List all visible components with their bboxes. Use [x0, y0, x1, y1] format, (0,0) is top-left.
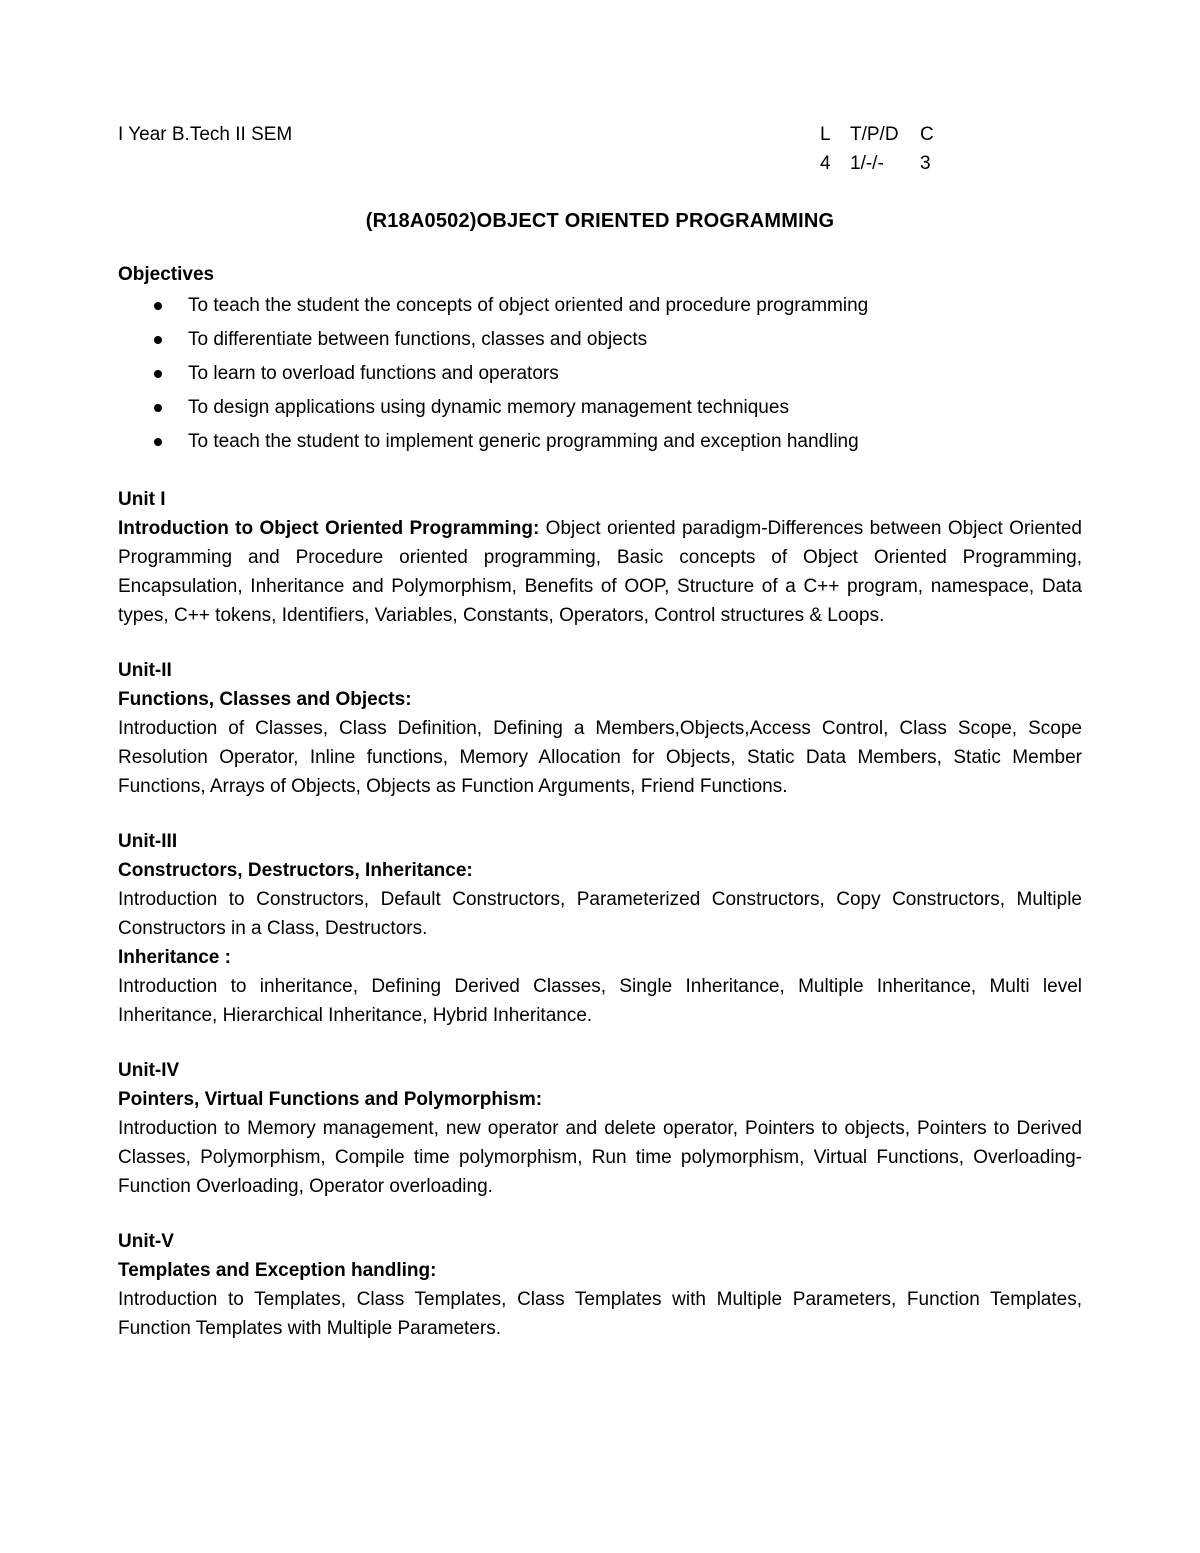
objective-text: To learn to overload functions and operators [188, 363, 559, 384]
unit-5-label: Unit-V [118, 1231, 174, 1252]
course-title: (R18A0502)OBJECT ORIENTED PROGRAMMING [365, 210, 835, 232]
credits-label: C [920, 124, 934, 145]
unit-4-topic: Pointers, Virtual Functions and Polymorphism: [118, 1089, 543, 1110]
objective-item [118, 357, 1082, 391]
unit-2-label: Unit-II [118, 660, 172, 681]
unit-4-label: Unit-IV [118, 1060, 180, 1081]
unit-1-label: Unit I [118, 489, 166, 510]
objective-text: To teach the student to implement generic programming and exception handling [188, 431, 859, 452]
unit-1-topic: Introduction to Object Oriented Programming: [118, 518, 540, 539]
objective-item [118, 391, 1082, 425]
unit-5-topic: Templates and Exception handling: [118, 1260, 437, 1281]
unit-3-subtext: Introduction to inheritance, Defining Derived Classes, Single Inheritance, Multiple Inheritance, Multi level Inheritance, Hierarchical Inheritance, Hybrid Inheritance. [118, 976, 1082, 1026]
lecture-value: 4 [820, 153, 831, 174]
tutorial-practical-value: 1/-/- [850, 153, 884, 174]
bullet-icon [154, 404, 162, 412]
objective-item [118, 289, 1082, 323]
credits-labels-row [820, 120, 960, 149]
unit-1-section [118, 485, 1082, 630]
bullet-icon [154, 438, 162, 446]
bullet-icon [154, 370, 162, 378]
unit-3-topic: Constructors, Destructors, Inheritance: [118, 860, 473, 881]
header-row [118, 116, 1082, 174]
syllabus-page [118, 116, 1082, 1343]
unit-3-text: Introduction to Constructors, Default Constructors, Parameterized Constructors, Copy Constructors, Multiple Constructors in a Class, Destructors. [118, 889, 1082, 939]
objective-text: To design applications using dynamic memory management techniques [188, 397, 789, 418]
objectives-heading: Objectives [118, 264, 215, 285]
unit-4-section [118, 1056, 1082, 1201]
objective-text: To teach the student the concepts of object oriented and procedure programming [188, 295, 869, 316]
objective-item [118, 425, 1082, 459]
unit-3-section [118, 827, 1082, 1030]
unit-4-text: Introduction to Memory management, new operator and delete operator, Pointers to objects, Pointers to Derived Classes, Polymorphism, Compile time polymorphism, Run time polymorphism, Virtual Functions, Overloading- Function Overloading, Operator overloading. [118, 1118, 1082, 1197]
credits-value: 3 [920, 153, 931, 174]
bullet-icon [154, 302, 162, 310]
objectives-list [118, 289, 1082, 459]
tutorial-practical-label: T/P/D [850, 124, 899, 145]
credits-table [820, 120, 960, 178]
bullet-icon [154, 336, 162, 344]
unit-5-text: Introduction to Templates, Class Templates, Class Templates with Multiple Parameters, Function Templates, Function Templates with Multiple Parameters. [118, 1289, 1082, 1339]
unit-2-text: Introduction of Classes, Class Definition, Defining a Members,Objects,Access Control, Class Scope, Scope Resolution Operator, Inline functions, Memory Allocation for Objects, Static Data Members, Static Member Functions, Arrays of Objects, Objects as Function Arguments, Friend Functions. [118, 718, 1082, 797]
unit-3-subtopic: Inheritance : [118, 947, 231, 968]
objective-item [118, 323, 1082, 357]
year-semester-label: I Year B.Tech II SEM [118, 124, 293, 145]
unit-1-content [118, 514, 1082, 630]
unit-1-text: Object oriented paradigm-Differences between Object Oriented Programming and Procedure oriented programming, Basic concepts of Object Oriented Programming, Encapsulation, Inheritance and Polymorphism, Benefits of OOP, Structure of a C++ program, namespace, Data types, C++ tokens, Identifiers, Variables, Constants, Operators, Control structures & Loops. [118, 518, 1083, 626]
unit-3-label: Unit-III [118, 831, 178, 852]
lecture-label: L [820, 124, 831, 145]
unit-2-topic: Functions, Classes and Objects: [118, 689, 412, 710]
credits-values-row [820, 149, 960, 178]
objective-text: To differentiate between functions, classes and objects [188, 329, 648, 350]
unit-2-section [118, 656, 1082, 801]
unit-5-section [118, 1227, 1082, 1343]
